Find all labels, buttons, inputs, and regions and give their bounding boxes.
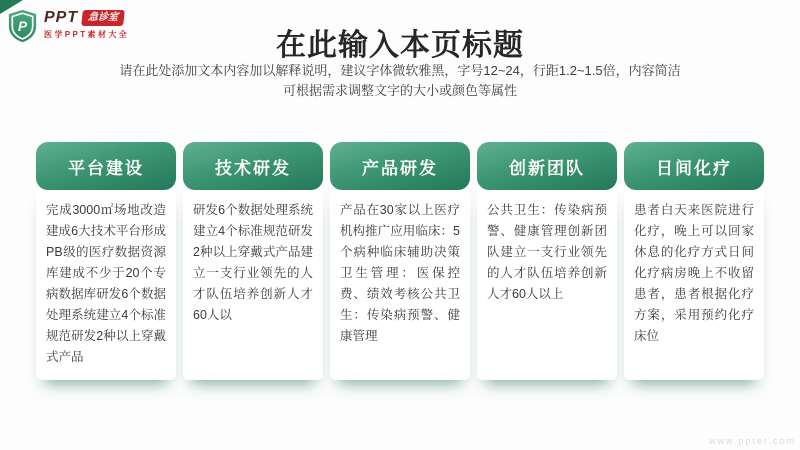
card-row	[36, 142, 764, 380]
subtitle-line-1: 请在此处添加文本内容加以解释说明，建议字体微软雅黑，字号12~24，行距1.2~1.5倍，内容简洁	[119, 63, 681, 78]
subtitle-line-2: 可根据需求调整文字的大小或颜色等属性	[282, 83, 517, 98]
card-tech-rd	[183, 142, 323, 380]
card-platform	[36, 142, 176, 380]
card-product-rd-body: 产品在30家以上医疗机构推广应用临床：5个病种临床辅助决策卫生管理：医保控费、绩效考核公共卫生：传染病预警、健康管理	[330, 190, 470, 380]
card-day-chemo-header: 日间化疗	[624, 142, 764, 190]
brand-name: PPT	[44, 9, 79, 26]
watermark: www.ppter.com	[708, 436, 796, 446]
card-tech-rd-header: 技术研发	[183, 142, 323, 190]
card-product-rd-header: 产品研发	[330, 142, 470, 190]
card-innovation-team-body: 公共卫生：传染病预警、健康管理创新团队建立一支行业领先的人才队伍培养创新人才60人以上	[477, 190, 617, 380]
card-platform-header: 平台建设	[36, 142, 176, 190]
card-innovation-team-header: 创新团队	[477, 142, 617, 190]
card-product-rd	[330, 142, 470, 380]
card-tech-rd-body: 研发6个数据处理系统建立4个标准规范研发2种以上穿戴式产品建立一支行业领先的人才队伍培养创新人才60人以	[183, 190, 323, 380]
card-day-chemo-body: 患者白天来医院进行化疗，晚上可以回家休息的化疗方式日间化疗病房晚上不收留患者，患者根据化疗方案，采用预约化疗床位	[624, 190, 764, 380]
brand-badge: 急诊室	[81, 10, 125, 26]
card-platform-body: 完成3000㎡场地改造建成6大技术平台形成PB级的医疗数据资源库建成不少于20个专病数据库研发6个数据处理系统建立4个标准规范研发2种以上穿戴式产品	[36, 190, 176, 380]
card-innovation-team	[477, 142, 617, 380]
card-day-chemo	[624, 142, 764, 380]
svg-text:P: P	[17, 19, 28, 35]
page-subtitle	[0, 61, 800, 101]
page-title: 在此输入本页标题	[276, 29, 524, 62]
brand-tagline: 医学PPT素材大全	[44, 30, 130, 39]
